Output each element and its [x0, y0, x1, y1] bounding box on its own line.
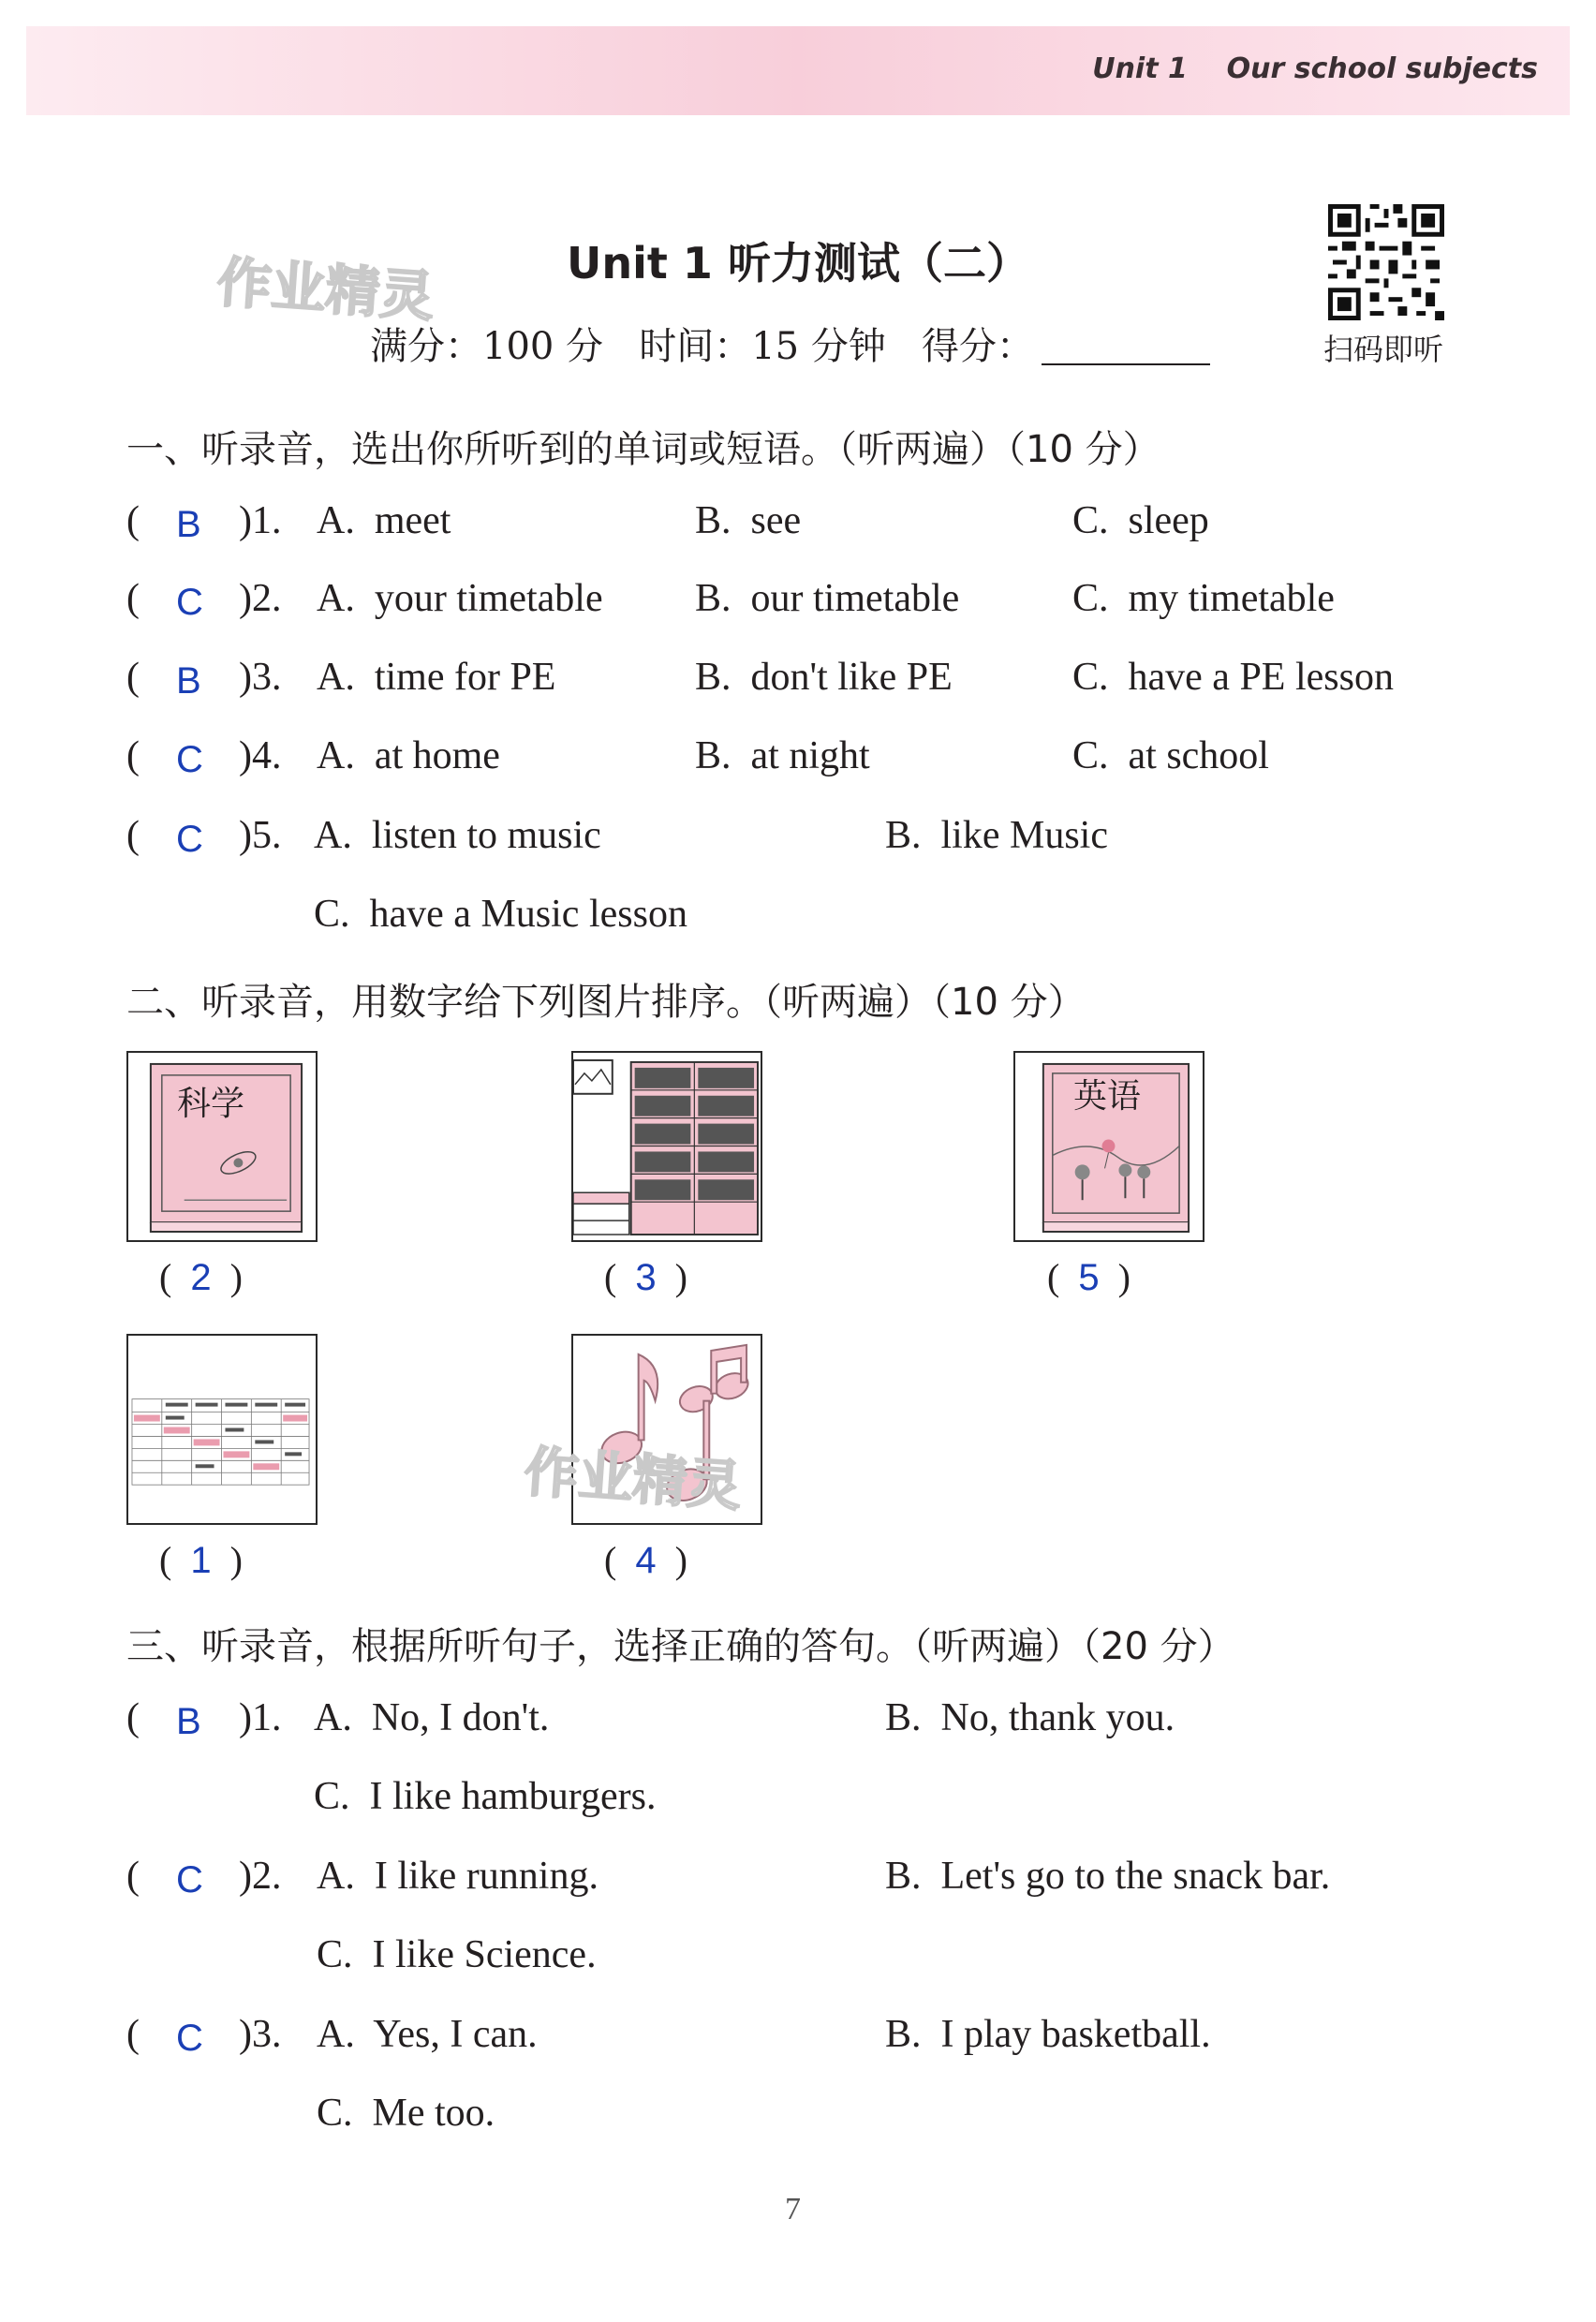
- option-a: A. listen to music: [314, 814, 601, 857]
- option-b: B. see: [695, 499, 802, 542]
- timetable-icon: [128, 1336, 315, 1522]
- option-a: A. meet: [317, 499, 451, 542]
- option-b: B. Let's go to the snack bar.: [885, 1855, 1331, 1898]
- answer: B: [176, 660, 201, 702]
- answer: C: [176, 739, 203, 780]
- answer: C: [176, 2018, 203, 2059]
- question-number: )1.: [239, 1696, 282, 1739]
- question-number: )4.: [239, 734, 282, 777]
- question-number: )1.: [239, 499, 282, 542]
- picture-library: [571, 1051, 762, 1242]
- book-title: 科学: [177, 1085, 245, 1122]
- qr-caption: 扫码即听: [1323, 332, 1444, 367]
- answer: C: [176, 819, 203, 860]
- list-item: (: [126, 656, 140, 699]
- header-unit: Unit 1: [1092, 52, 1188, 85]
- option-c: C. my timetable: [1072, 577, 1335, 620]
- list-item: (: [126, 814, 140, 857]
- picture-answer: ( 5 ): [1047, 1256, 1130, 1298]
- score-info: [370, 317, 1034, 370]
- library-icon: [573, 1053, 760, 1239]
- picture-answer: ( 4 ): [604, 1539, 687, 1581]
- watermark: 作业精灵: [214, 249, 436, 329]
- list-item: (: [126, 734, 140, 777]
- picture-answer: ( 2 ): [159, 1256, 243, 1298]
- book-title: 英语: [1073, 1077, 1142, 1115]
- option-a: A. Yes, I can.: [317, 2013, 538, 2056]
- option-b: B. our timetable: [695, 577, 960, 620]
- option-a: A. I like running.: [317, 1855, 598, 1898]
- answer: 5: [1078, 1257, 1100, 1298]
- answer: 2: [190, 1257, 212, 1298]
- option-a: A. No, I don't.: [314, 1696, 550, 1739]
- question-number: )3.: [239, 656, 282, 699]
- section3-heading: 三、听录音，根据所听句子，选择正确的答句。（听两遍）（20 分）: [126, 1625, 1235, 1668]
- option-c: C. Me too.: [317, 2092, 495, 2135]
- answer: 1: [190, 1540, 212, 1581]
- page-title: Unit 1 听力测试（二）: [567, 238, 1029, 288]
- option-c: C. have a Music lesson: [314, 893, 687, 936]
- option-a: A. your timetable: [317, 577, 603, 620]
- running-header: [1092, 52, 1538, 85]
- option-c: C. sleep: [1072, 499, 1209, 542]
- list-item: (: [126, 1696, 140, 1739]
- watermark: 作业精灵: [522, 1439, 744, 1518]
- section2-heading: 二、听录音，用数字给下列图片排序。（听两遍）（10 分）: [126, 981, 1086, 1024]
- question-number: )2.: [239, 1855, 282, 1898]
- section1-heading: 一、听录音，选出你所听到的单词或短语。（听两遍）（10 分）: [126, 428, 1160, 471]
- question-number: )5.: [239, 814, 282, 857]
- option-b: B. I play basketball.: [885, 2013, 1211, 2056]
- picture-answer: ( 3 ): [604, 1256, 687, 1298]
- option-b: B. like Music: [885, 814, 1108, 857]
- answer: 3: [635, 1257, 657, 1298]
- list-item: (: [126, 1855, 140, 1898]
- answer: C: [176, 582, 203, 623]
- picture-timetable: [126, 1334, 318, 1525]
- time-limit: 时间：15 分钟: [639, 325, 886, 368]
- question-number: )3.: [239, 2013, 282, 2056]
- option-a: A. time for PE: [317, 656, 556, 699]
- answer: B: [176, 1701, 201, 1742]
- option-c: C. at school: [1072, 734, 1269, 777]
- option-b: B. don't like PE: [695, 656, 953, 699]
- option-c: C. I like Science.: [317, 1933, 597, 1976]
- option-a: A. at home: [317, 734, 500, 777]
- score-label: 得分：: [922, 325, 1034, 368]
- picture-answer: ( 1 ): [159, 1539, 243, 1581]
- question-number: )2.: [239, 577, 282, 620]
- full-score: 满分：100 分: [370, 325, 604, 368]
- option-b: B. No, thank you.: [885, 1696, 1175, 1739]
- list-item: (: [126, 499, 140, 542]
- list-item: (: [126, 2013, 140, 2056]
- option-c: C. I like hamburgers.: [314, 1775, 657, 1818]
- option-b: B. at night: [695, 734, 870, 777]
- answer: C: [176, 1859, 203, 1900]
- score-blank[interactable]: [1042, 363, 1210, 365]
- option-c: C. have a PE lesson: [1072, 656, 1394, 699]
- page-number: 7: [785, 2192, 801, 2226]
- answer: 4: [635, 1540, 657, 1581]
- header-subject: Our school subjects: [1226, 52, 1538, 85]
- picture-science-book: [126, 1051, 318, 1242]
- qr-code[interactable]: [1328, 204, 1444, 320]
- list-item: (: [126, 577, 140, 620]
- picture-english-book: [1013, 1051, 1204, 1242]
- answer: B: [176, 504, 201, 545]
